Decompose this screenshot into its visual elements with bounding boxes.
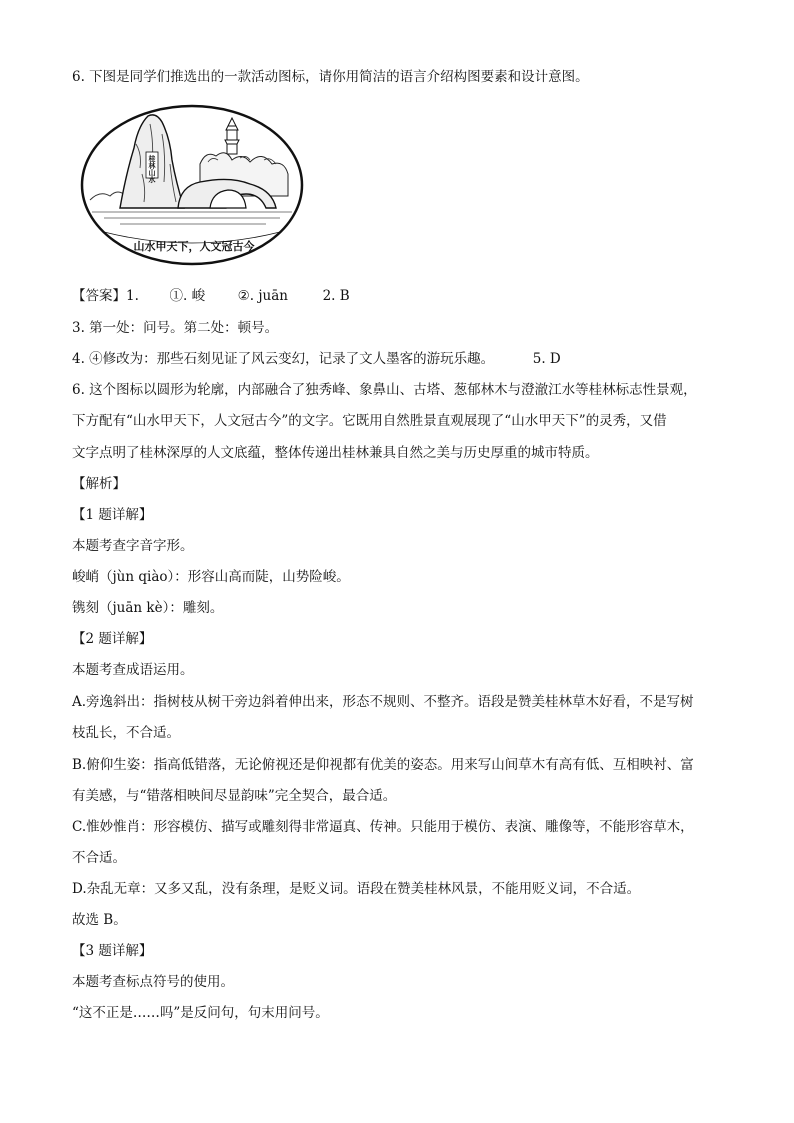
q3-detail-heading: 【3 题详解】 (72, 943, 153, 959)
q1-detail-line-2: 峻峭（jùn qiào）：形容山高而陡，山势险峻。 (72, 569, 350, 585)
answer-6-line-2: 下方配有“山水甲天下，人文冠古今”的文字。它既用自然胜景直观展现了“山水甲天下”的灵秀，又借 (72, 413, 667, 429)
answer-6-line-3: 文字点明了桂林深厚的人文底蕴，整体传递出桂林兼具自然之美与历史厚重的城市特质。 (72, 445, 599, 461)
q2-option-a-line-2: 枝乱长，不合适。 (72, 725, 180, 741)
q2-option-d-line-1: D.杂乱无章：又多又乱，没有条理，是贬义词。语段在赞美桂林风景，不能用贬义词，不合适。 (72, 881, 641, 897)
analysis-label: 【解析】 (72, 476, 126, 492)
answer-3: 3. 第一处：问号。第二处：顿号。 (72, 320, 279, 336)
logo-caption-text: 山水甲天下，人文冠古今 (133, 240, 255, 253)
q1-detail-heading: 【1 题详解】 (72, 507, 153, 523)
answer-line-1 (72, 287, 350, 305)
q2-option-c-line-1: C.惟妙惟肖：形容模仿、描写或雕刻得非常逼真、传神。只能用于模仿、表演、雕像等，不能形容草木， (72, 819, 694, 835)
question-6-prompt: 6. 下图是同学们推选出的一款活动图标，请你用简洁的语言介绍构图要素和设计意图。 (72, 69, 589, 85)
q1-detail-line-1: 本题考查字音字形。 (72, 538, 194, 554)
q2-option-b-line-1: B.俯仰生姿：指高低错落，无论俯视还是仰视都有优美的姿态。用来写山间草木有高有低、互相映衬、富 (72, 757, 694, 773)
q2-detail-heading: 【2 题详解】 (72, 631, 153, 647)
logo-seal-text: 桂林山水 (148, 155, 157, 183)
answer-5: 5. D (532, 351, 561, 367)
q3-detail-line-2: “这不正是……吗”是反问句，句末用问号。 (72, 1005, 329, 1021)
answer-1-part-2: ②. juān (237, 288, 288, 304)
answer-4: 4. ④修改为：那些石刻见证了风云变幻，记录了文人墨客的游玩乐趣。 (72, 351, 495, 367)
answer-1-part-1: ①. 峻 (169, 288, 206, 304)
q2-option-b-line-2: 有美感，与“错落相映间尽显韵味”完全契合，最合适。 (72, 788, 397, 804)
q2-detail-line-1: 本题考查成语运用。 (72, 662, 194, 678)
answer-6-line-1: 6. 这个图标以圆形为轮廓，内部融合了独秀峰、象鼻山、古塔、葱郁林木与澄澈江水等桂林标志性景观， (72, 382, 697, 398)
q3-detail-line-1: 本题考查标点符号的使用。 (72, 974, 234, 990)
answer-line-4 (72, 350, 561, 368)
q2-option-c-line-2: 不合适。 (72, 850, 126, 866)
q1-detail-line-3: 镌刻（juān kè）：雕刻。 (72, 600, 224, 616)
q2-option-a-line-1: A.旁逸斜出：指树枝从树干旁边斜着伸出来，形态不规则、不整齐。语段是赞美桂林草木好看，不是写树 (72, 694, 694, 710)
answer-2: 2. B (322, 288, 350, 304)
answer-label: 【答案】1. (72, 288, 139, 304)
q2-conclusion: 故选 B。 (72, 912, 127, 928)
